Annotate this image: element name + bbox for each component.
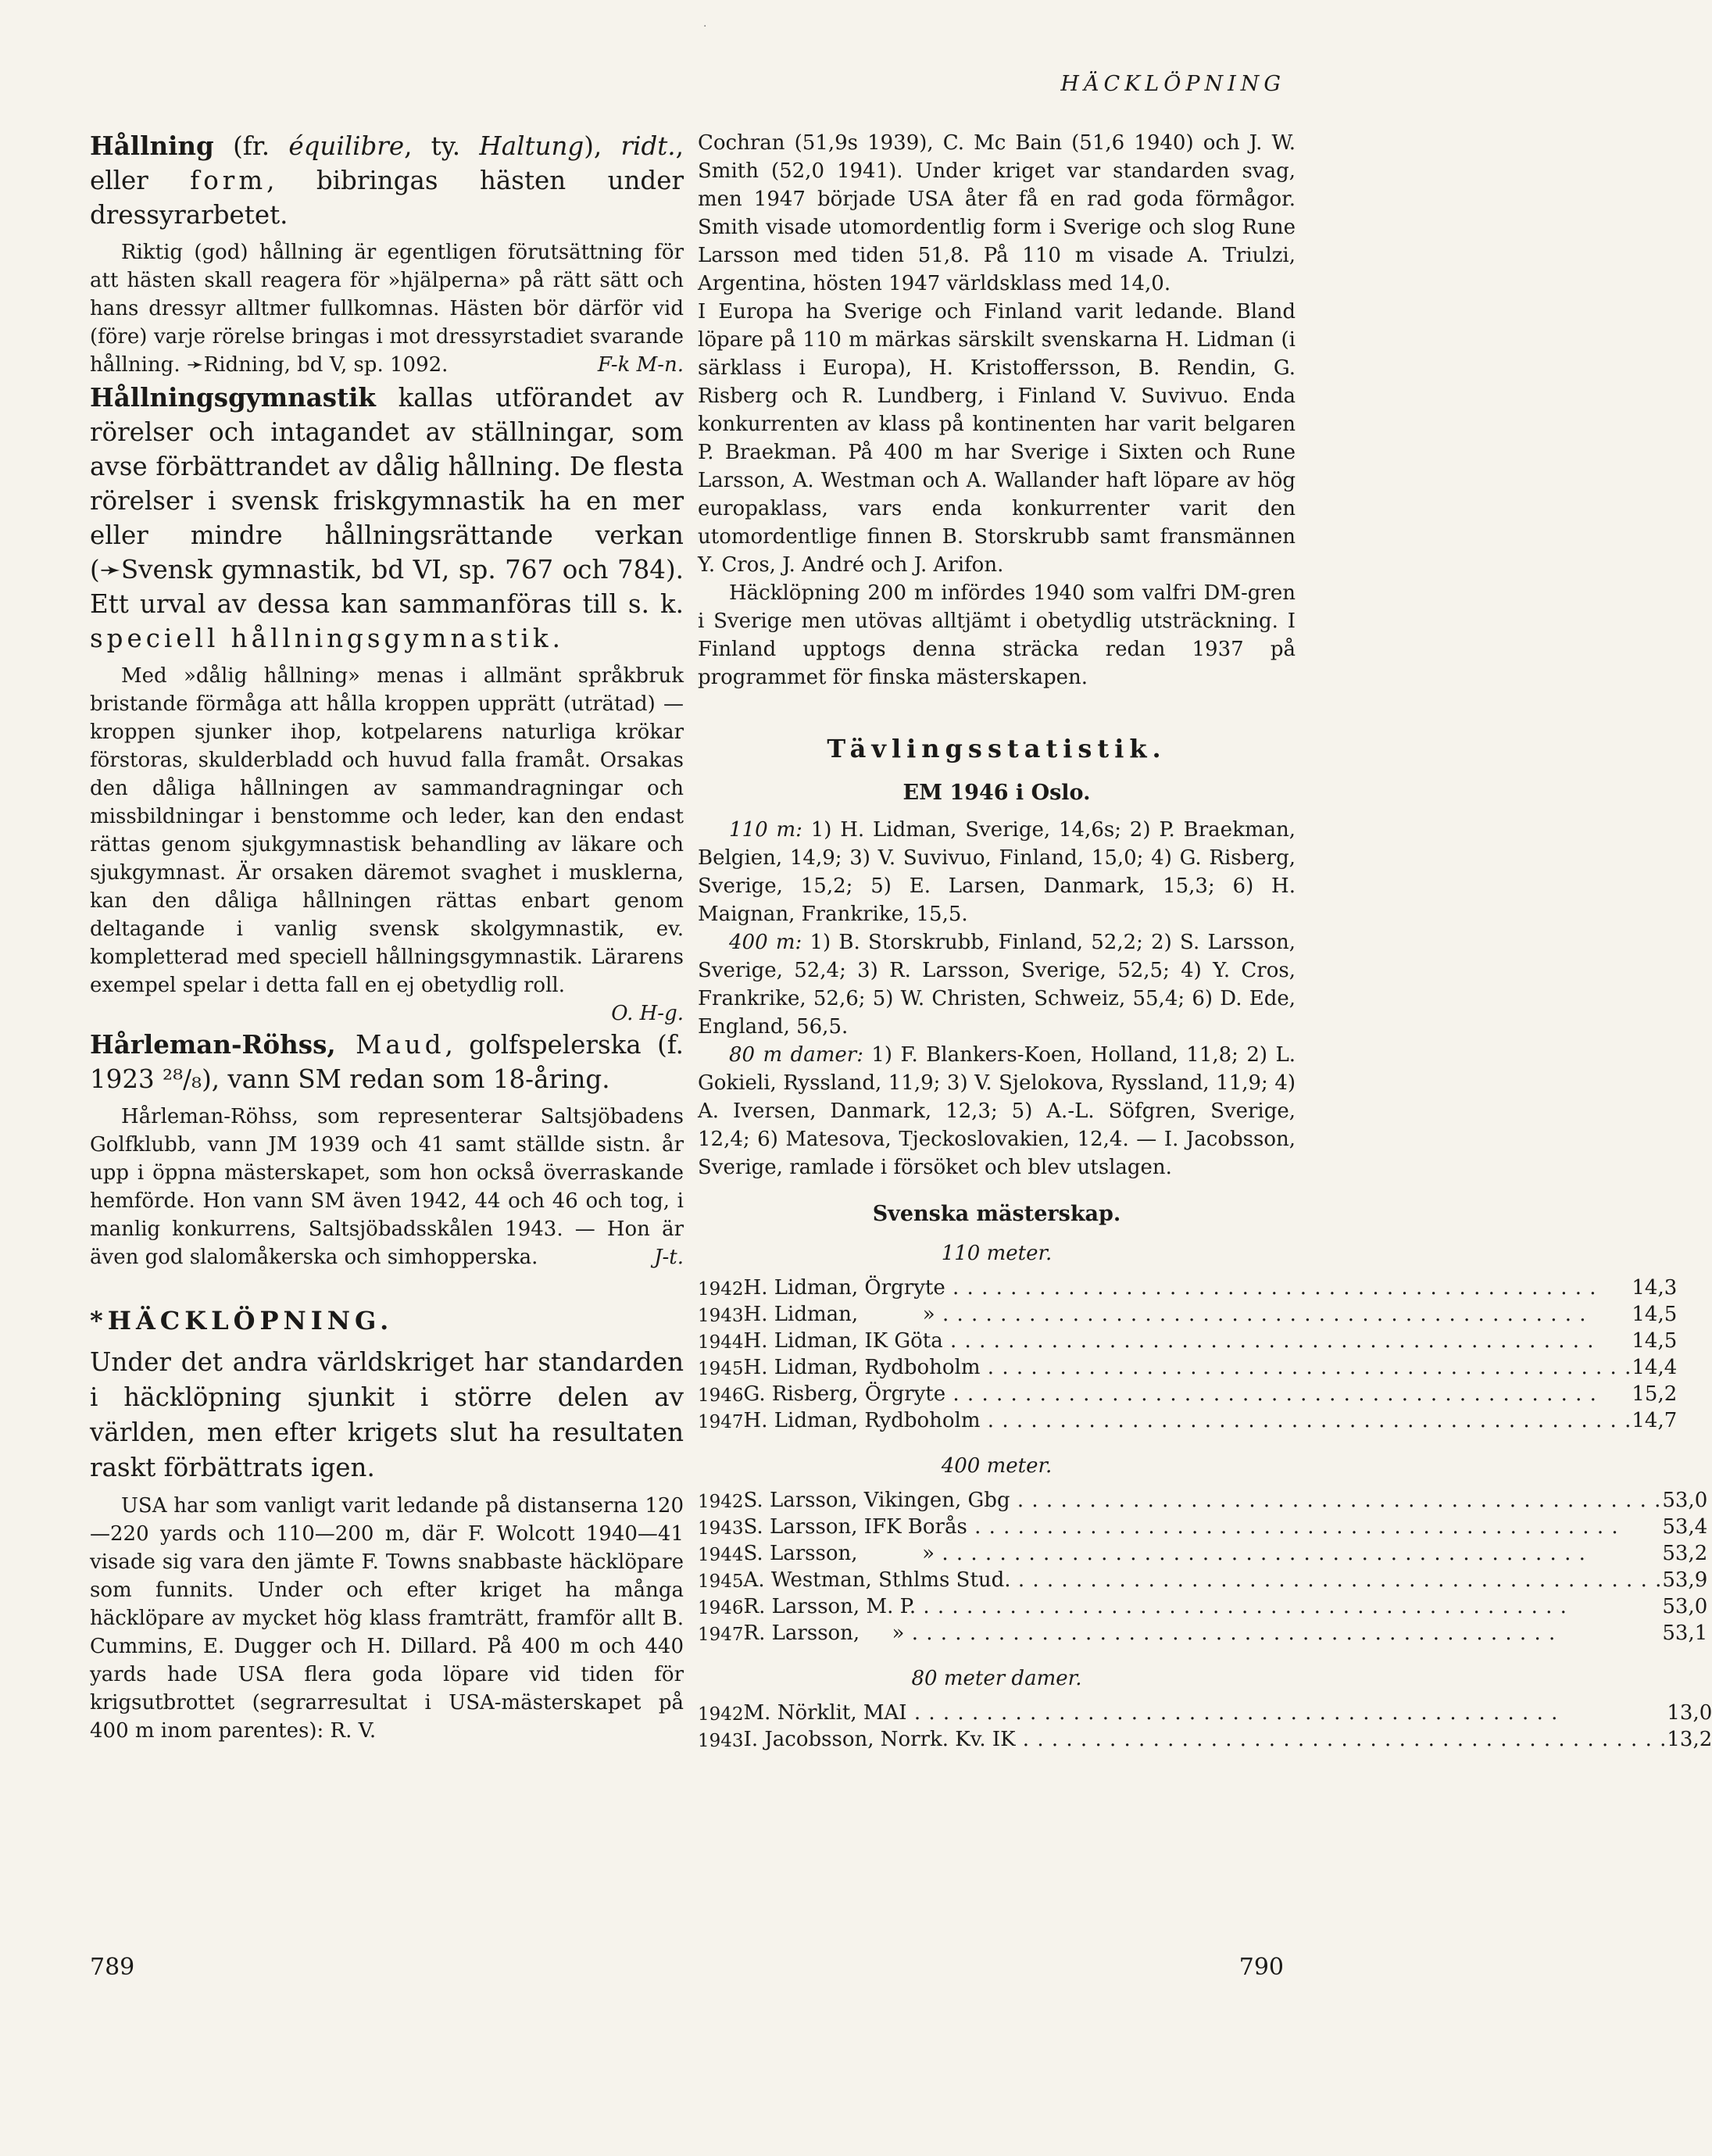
table-row	[698, 1698, 1712, 1725]
text-fragment: ridt.	[620, 131, 676, 161]
time-cell: 53,2	[1662, 1542, 1708, 1565]
name-cell	[744, 1698, 1667, 1725]
time-cell: 14,4	[1632, 1356, 1678, 1379]
text-fragment: Haltung	[479, 131, 584, 161]
leader-dots	[943, 1329, 1595, 1353]
event-results-text: 1) B. Storskrubb, Finland, 52,2; 2) S. Larsson, Sverige, 52,4; 3) R. Larsson, Sverige, 52,5; 4) Y. Cros, Frankrike, 52,6; 5) W. Christen, Schweiz, 55,4; 6) D. Ede, England, 56,5.	[698, 931, 1296, 1039]
table-row	[698, 1273, 1677, 1300]
athlete-club: H. Lidman, Rydboholm	[743, 1409, 981, 1432]
entry-hallning-body	[90, 238, 684, 379]
name-cell	[744, 1273, 1632, 1300]
text-fragment: Riktig (god) hållning är egentligen förutsättning för att hästen skall reagera för »hjälperna» på rätt sätt och hans dressyr alltmer fullkomnas. Hästen bör därför vid (före) varje rörelse bringas i mot dressyrstadiet svarande hållning. ➛Ridning, bd V, sp. 1092.	[90, 241, 684, 377]
name-cell	[744, 1379, 1632, 1406]
time-cell: 14,5	[1632, 1303, 1678, 1326]
year-cell: 1942	[698, 1492, 744, 1512]
name-cell	[744, 1326, 1632, 1353]
year-cell: 1946	[698, 1598, 744, 1618]
athlete-club: I. Jacobsson, Norrk. Kv. IK	[743, 1728, 1016, 1751]
spaced-term: speciell hållningsgymnastik	[90, 624, 552, 653]
year-cell: 1944	[698, 1332, 744, 1353]
leader-dots	[904, 1621, 1556, 1645]
table-row	[698, 1512, 1707, 1539]
text-fragment: .	[552, 624, 560, 653]
year-cell: 1943	[698, 1731, 744, 1751]
athlete-club: S. Larsson, Vikingen, Gbg	[743, 1489, 1010, 1512]
entry-harleman-definition	[90, 1028, 684, 1096]
event-label: 400 m:	[729, 931, 802, 954]
text-fragment: ),	[584, 131, 621, 161]
year-cell: 1943	[698, 1306, 744, 1326]
text-fragment: , bibringas hästen under dressyrarbetet.	[90, 166, 684, 230]
time-cell: 53,0	[1662, 1489, 1708, 1512]
time-cell: 53,1	[1662, 1621, 1708, 1645]
name-cell	[744, 1300, 1632, 1326]
em-results	[698, 816, 1296, 1182]
paragraph-europe: I Europa ha Sverige och Finland varit ledande. Bland löpare på 110 m märkas särskilt svenskarna H. Lidman (i särklass i Europa), H. Kristoffersson, B. Rendin, G. Risberg och R. Lundberg, i Finland V. Suvivuo. Enda konkurrenten av klass på kontinenten har varit belgaren P. Braekman. På 400 m har Sverige i Sixten och Rune Larsson, A. Westman och A. Wallander haft löpare av hög europaklass, vars enda konkurrenter varit den utomordentlige finnen B. Storskrubb samt fransmännen Y. Cros, J. André och J. Arifon.	[698, 300, 1296, 577]
sm-results-table	[698, 1273, 1677, 1432]
spaced-term: Maud	[335, 1030, 445, 1060]
year-cell: 1942	[698, 1704, 744, 1725]
left-column	[90, 129, 684, 1745]
year-cell: 1942	[698, 1279, 744, 1300]
year-cell: 1946	[698, 1385, 744, 1406]
leader-dots	[935, 1303, 1587, 1326]
year-cell: 1945	[698, 1359, 744, 1379]
name-cell	[744, 1486, 1663, 1512]
paragraph-200m: Häcklöpning 200 m infördes 1940 som valfri DM-gren i Sverige men utövas alltjämt i obetydlig utsträckning. I Finland upptogs denna sträcka redan 1937 på programmet för finska mästerskapen.	[698, 581, 1296, 689]
name-cell	[744, 1592, 1663, 1618]
year-cell: 1945	[698, 1571, 744, 1592]
author-signature: O. H-g.	[611, 1002, 684, 1025]
hacklopning-body: USA har som vanligt varit ledande på distanserna 120—220 yards och 110—200 m, där F. Wolcott 1940—41 visade sig vara den jämte F. Towns snabbaste häcklöpare som funnits. Under och efter kriget ha många häcklöpare av mycket hög klass framträtt, framför allt B. Cummins, E. Dugger och H. Dillard. På 400 m och 440 yards hade USA flera goda löpare vid tiden för krigsutbrottet (segrarresultat i USA-mästerskapet på 400 m inom parentes): R. V.	[90, 1494, 684, 1743]
em-result-paragraph	[698, 928, 1296, 1041]
name-cell	[744, 1725, 1667, 1751]
headword-harleman-rohss: Hårleman-Röhss,	[90, 1029, 336, 1060]
entry-gymnastik-definition	[90, 381, 684, 656]
event-results-text: 1) F. Blankers-Koen, Holland, 11,8; 2) L. Gokieli, Ryssland, 11,9; 3) V. Sjelokova, Ryssland, 11,9; 4) A. Iversen, Danmark, 12,3; 5) A.-L. Söfgren, Sverige, 12,4; 6) Matesova, Tjeckoslovakien, 12,4. — I. Jacobsson, Sverige, ramlade i försöket och blev utslagen.	[698, 1043, 1296, 1179]
athlete-club: S. Larsson, IFK Borås	[743, 1515, 967, 1539]
athlete-club: H. Lidman, Rydboholm	[743, 1356, 981, 1379]
table-row	[698, 1592, 1707, 1618]
event-label: 80 m damer:	[729, 1043, 863, 1067]
name-cell	[744, 1353, 1632, 1379]
table-row	[698, 1618, 1707, 1645]
entry-harleman-body	[90, 1103, 684, 1271]
time-cell: 53,4	[1662, 1515, 1708, 1539]
sm-table-title: 110 meter.	[941, 1242, 1053, 1265]
name-cell	[744, 1565, 1663, 1592]
table-row	[698, 1379, 1677, 1406]
year-cell: 1943	[698, 1518, 744, 1539]
athlete-club: H. Lidman, IK Göta	[743, 1329, 943, 1353]
leader-dots	[916, 1595, 1567, 1618]
name-cell	[744, 1539, 1663, 1565]
sm-heading: Svenska mästerskap.	[872, 1202, 1121, 1226]
em-result-paragraph	[698, 816, 1296, 928]
text-fragment: , ty.	[404, 131, 480, 161]
athlete-club: H. Lidman, Örgryte	[743, 1276, 945, 1300]
athlete-club: R. Larsson, »	[743, 1621, 905, 1645]
leader-dots	[935, 1542, 1586, 1565]
time-cell: 13,2	[1667, 1728, 1712, 1751]
time-cell: 15,2	[1632, 1382, 1678, 1406]
athlete-club: R. Larsson, M. P.	[743, 1595, 917, 1618]
year-cell: 1944	[698, 1545, 744, 1565]
paragraph-usa-continued: Cochran (51,9s 1939), C. Mc Bain (51,6 1940) och J. W. Smith (52,0 1941). Under kriget var standarden svag, men 1947 började USA åter få en rad goda förmågor. Smith visade utomordentlig form i Sverige och slog Rune Larsson med tiden 51,8. På 110 m visade A. Triulzi, Argentina, hösten 1947 världsklass med 14,0.	[698, 131, 1296, 295]
time-cell: 53,9	[1662, 1568, 1708, 1592]
leader-dots	[945, 1276, 1597, 1300]
leader-dots	[981, 1409, 1632, 1432]
text-fragment: équilibre	[288, 131, 405, 161]
table-row	[698, 1300, 1677, 1326]
year-cell: 1947	[698, 1625, 744, 1645]
time-cell: 14,3	[1632, 1276, 1678, 1300]
headword-hallning: Hållning	[90, 131, 214, 161]
table-row	[698, 1353, 1677, 1379]
leader-dots	[945, 1382, 1597, 1406]
text-fragment: (fr.	[213, 131, 289, 161]
entry-gymnastik-body	[90, 662, 684, 999]
time-cell: 13,0	[1667, 1701, 1712, 1725]
time-cell: 14,5	[1632, 1329, 1678, 1353]
athlete-club: S. Larsson, »	[743, 1542, 935, 1565]
hacklopning-intro: Under det andra världskriget har standarden i häcklöpning sjunkit i större delen av världen, men efter krigets slut ha resultaten raskt förbättrats igen.	[90, 1347, 684, 1482]
author-signature: J-t.	[654, 1246, 684, 1269]
table-row	[698, 1406, 1677, 1432]
year-cell: 1947	[698, 1412, 744, 1432]
page-number-left: 789	[90, 1954, 135, 1981]
sm-table-title: 400 meter.	[941, 1454, 1053, 1478]
event-label: 110 m:	[729, 818, 802, 842]
author-signature: F-k M-n.	[597, 353, 684, 377]
sm-table-title: 80 meter damer.	[911, 1667, 1082, 1690]
table-row	[698, 1565, 1707, 1592]
top-mark: ·	[703, 20, 707, 33]
name-cell	[744, 1406, 1632, 1432]
event-results-text: 1) H. Lidman, Sverige, 14,6s; 2) P. Braekman, Belgien, 14,9; 3) V. Suvivuo, Finland, 15,0; 4) G. Risberg, Sverige, 15,2; 5) E. Larsen, Danmark, 15,3; 6) H. Maignan, Frankrike, 15,5.	[698, 818, 1296, 926]
leader-dots	[1011, 1568, 1663, 1592]
leader-dots	[1016, 1728, 1667, 1751]
stats-heading: Tävlingsstatistik.	[827, 734, 1167, 763]
right-column	[698, 129, 1712, 1751]
spaced-term: form	[190, 166, 267, 195]
em-result-paragraph	[698, 1041, 1296, 1182]
text-fragment: , golfspelerska (f. 1923 ²⁸/₈), vann SM redan som 18-åring.	[90, 1030, 684, 1094]
leader-dots	[981, 1356, 1632, 1379]
text-fragment: , eller	[90, 131, 684, 195]
leader-dots	[1010, 1489, 1662, 1512]
running-head: HÄCKLÖPNING	[1060, 72, 1285, 96]
table-row	[698, 1326, 1677, 1353]
sm-tables	[698, 1242, 1712, 1751]
page-number-right: 790	[1238, 1954, 1284, 1981]
text-fragment: Hårleman-Röhss, som representerar Saltsjöbadens Golfklubb, vann JM 1939 och 41 samt ställde sistn. år upp i öppna mästerskapet, som hon också överraskande hemförde. Hon vann SM även 1942, 44 och 46 och tog, i manlig konkurrens, Saltsjöbadsskålen 1943. — Hon är även god slalomåkerska och simhopperska.	[90, 1105, 684, 1269]
time-cell: 53,0	[1662, 1595, 1708, 1618]
sm-results-table	[698, 1698, 1712, 1751]
table-row	[698, 1539, 1707, 1565]
athlete-club: G. Risberg, Örgryte	[743, 1382, 946, 1406]
text-fragment: Med »dålig hållning» menas i allmänt språkbruk bristande förmåga att hålla kroppen upprätt (uträtad) — kroppen sjunker ihop, kotpelarens naturliga krökar förstoras, skulderbladd och huvud falla framåt. Orsakas den dåliga hållningen av sammandragningar och missbildningar i benstomme och leder, kan den endast rättas genom sjukgymnastisk behandling av läkare och sjukgymnast. Är orsaken däremot svaghet i musklerna, kan den dåliga hållningen rättas enbart genom deltagande i vanlig svensk skolgymnastik, ev. kompletterad med speciell hållningsgymnastik. Lärarens exempel spelar i detta fall en ej obetydlig roll.	[90, 664, 684, 997]
headword-hallningsgymnastik: Hållningsgymnastik	[90, 382, 376, 413]
em-heading: EM 1946 i Oslo.	[902, 781, 1091, 805]
sm-results-table	[698, 1486, 1707, 1645]
name-cell	[744, 1512, 1663, 1539]
athlete-club: A. Westman, Sthlms Stud.	[743, 1568, 1011, 1592]
text-fragment: kallas utförandet av rörelser och intagandet av ställningar, som avse förbättrandet av dålig hållning. De flesta rörelser i svensk friskgymnastik ha en mer eller mindre hållningsrättande verkan (➛Svensk gymnastik, bd VI, sp. 767 och 784). Ett urval av dessa kan sammanföras till s. k.	[90, 383, 684, 619]
athlete-club: H. Lidman, »	[743, 1303, 935, 1326]
table-row	[698, 1725, 1712, 1751]
section-heading-hacklopning: *HÄCKLÖPNING.	[90, 1306, 394, 1335]
leader-dots	[967, 1515, 1619, 1539]
entry-hallning-definition	[90, 129, 684, 232]
name-cell	[744, 1618, 1663, 1645]
leader-dots	[907, 1701, 1559, 1725]
athlete-club: M. Nörklit, MAI	[743, 1701, 907, 1725]
table-row	[698, 1486, 1707, 1512]
time-cell: 14,7	[1632, 1409, 1678, 1432]
